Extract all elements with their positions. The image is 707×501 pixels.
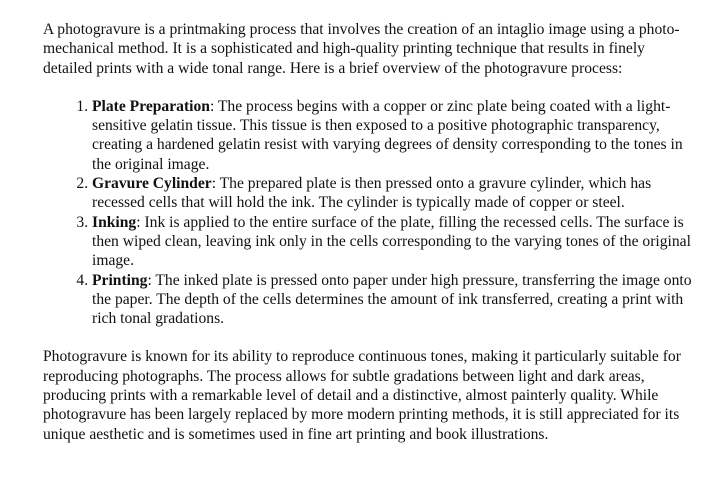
step-text: : The inked plate is pressed onto paper under high pressure, transferring the image onto the paper. The depth of the cells determines the amount of ink transferred, creating a print with rich tonal gradations. [92,271,692,328]
list-item-printing [92,271,698,329]
list-item-gravure-cylinder [92,174,698,213]
step-text: : The prepared plate is then pressed onto a gravure cylinder, which has recessed cells that will hold the ink. The cylinder is typically made of copper or steel. [92,175,652,212]
conclusion-paragraph: Photogravure is known for its ability to reproduce continuous tones, making it particularly suitable for reproducing photographs. The process allows for subtle gradations between light and dark areas, producing prints with a remarkable level of detail and a distinctive, almost painterly quality. While photogravure has been largely replaced by more modern printing methods, it is still appreciated for its unique aesthetic and is sometimes used in fine art printing and book illustrations. [43,348,681,443]
step-term: Gravure Cylinder [92,175,212,193]
step-text: : The process begins with a copper or zinc plate being coated with a light-sensitive gelatin tissue. This tissue is then exposed to a positive photographic transparency, creating a hardened gelatin resist with varying degrees of density corresponding to the tones in the original image. [92,97,683,173]
step-term: Printing [92,271,148,289]
intro-paragraph: A photogravure is a printmaking process that involves the creation of an intaglio image using a photo-mechanical method. It is a sophisticated and high-quality printing technique that results in finely detailed prints with a wide tonal range. Here is a brief overview of the photogravure process: [43,21,680,77]
process-steps-list [43,97,698,329]
document-body [43,20,698,444]
step-text: : Ink is applied to the entire surface of the plate, filling the recessed cells. The surface is then wiped clean, leaving ink only in the cells corresponding to the varying tones of the original image. [92,213,691,270]
list-item-inking [92,213,698,271]
list-item-plate-preparation [92,97,698,174]
step-term: Inking [92,213,137,231]
step-term: Plate Preparation [92,97,210,115]
